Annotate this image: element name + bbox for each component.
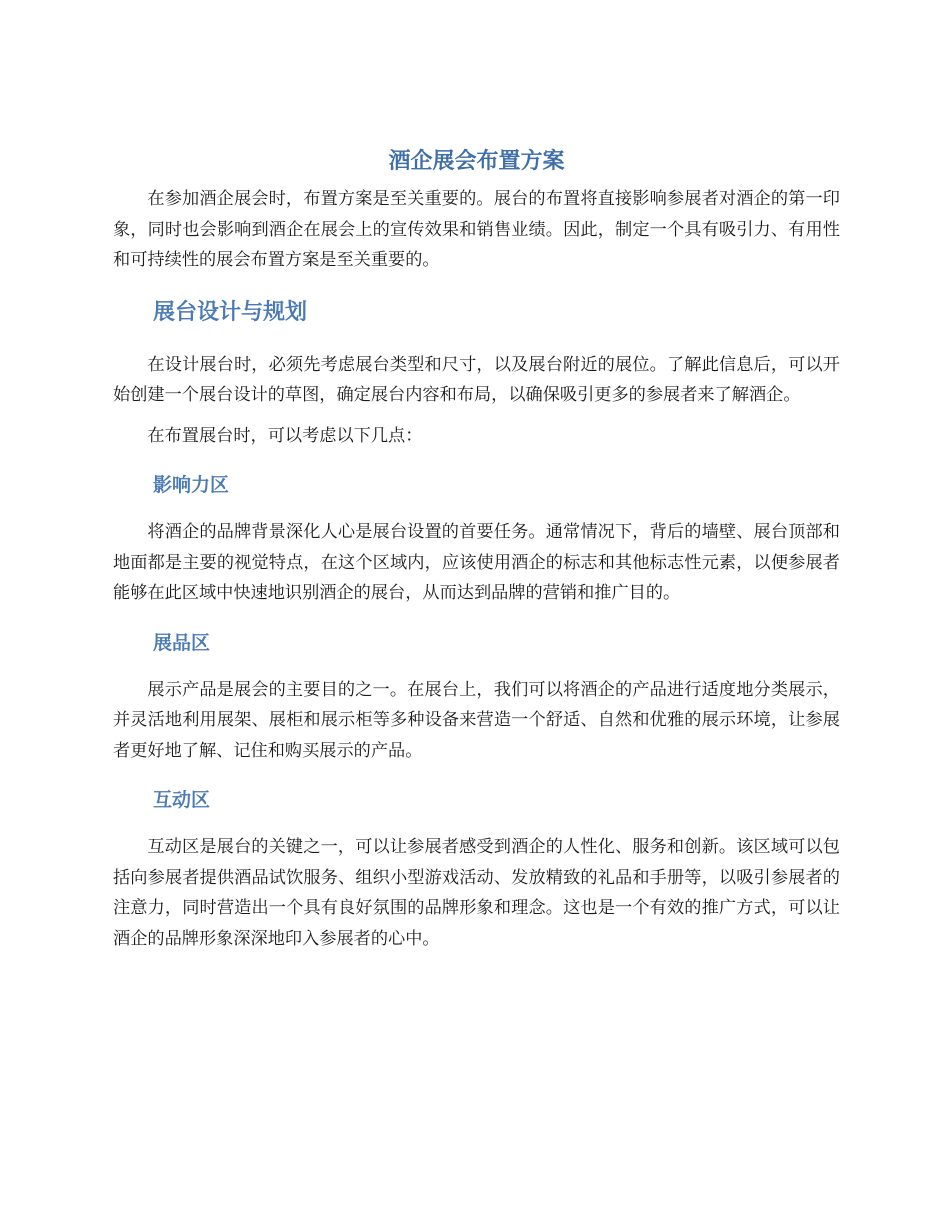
booth-points-intro: 在布置展台时，可以考虑以下几点： — [147, 425, 423, 446]
exhibit-zone-paragraph: 展示产品是展会的主要目的之一。在展台上，我们可以将酒企的产品进行适度地分类展示，并灵活地利用展架、展柜和展示柜等多种设备来营造一个舒适、自然和优雅的展示环境，让参展者更好地了解、记住和购买展示的产品。 — [113, 679, 840, 761]
document-title: 酒企展会布置方案 — [388, 149, 565, 174]
subheading-interactive-zone: 互动区 — [153, 789, 211, 811]
subheading-exhibit-zone: 展品区 — [153, 631, 211, 654]
influence-zone-paragraph: 将酒企的品牌背景深化人心是展台设置的首要任务。通常情况下，背后的墙壁、展台顶部和地面都是主要的视觉特点，在这个区域内，应该使用酒企的标志和其他标志性元素，以便参展者能够在此区域中快速地识别酒企的展台，从而达到品牌的营销和推广目的。 — [113, 522, 840, 603]
section-heading-booth-design: 展台设计与规划 — [153, 299, 308, 325]
booth-design-paragraph: 在设计展台时，必须先考虑展台类型和尺寸，以及展台附近的展位。了解此信息后，可以开始创建一个展台设计的草图，确定展台内容和布局，以确保吸引更多的参展者来了解酒企。 — [113, 354, 840, 405]
document-page — [113, 140, 840, 954]
interactive-zone-paragraph: 互动区是展台的关键之一，可以让参展者感受到酒企的人性化、服务和创新。该区域可以包括向参展者提供酒品试饮服务、组织小型游戏活动、发放精致的礼品和手册等，以吸引参展者的注意力，同时营造出一个具有良好氛围的品牌形象和理念。这也是一个有效的推广方式，可以让酒企的品牌形象深深地印入参展者的心中。 — [113, 837, 840, 949]
intro-paragraph: 在参加酒企展会时，布置方案是至关重要的。展台的布置将直接影响参展者对酒企的第一印象，同时也会影响到酒企在展会上的宣传效果和销售业绩。因此，制定一个具有吸引力、有用性和可持续性的展会布置方案是至关重要的。 — [113, 189, 840, 270]
subheading-influence-zone: 影响力区 — [153, 474, 230, 496]
